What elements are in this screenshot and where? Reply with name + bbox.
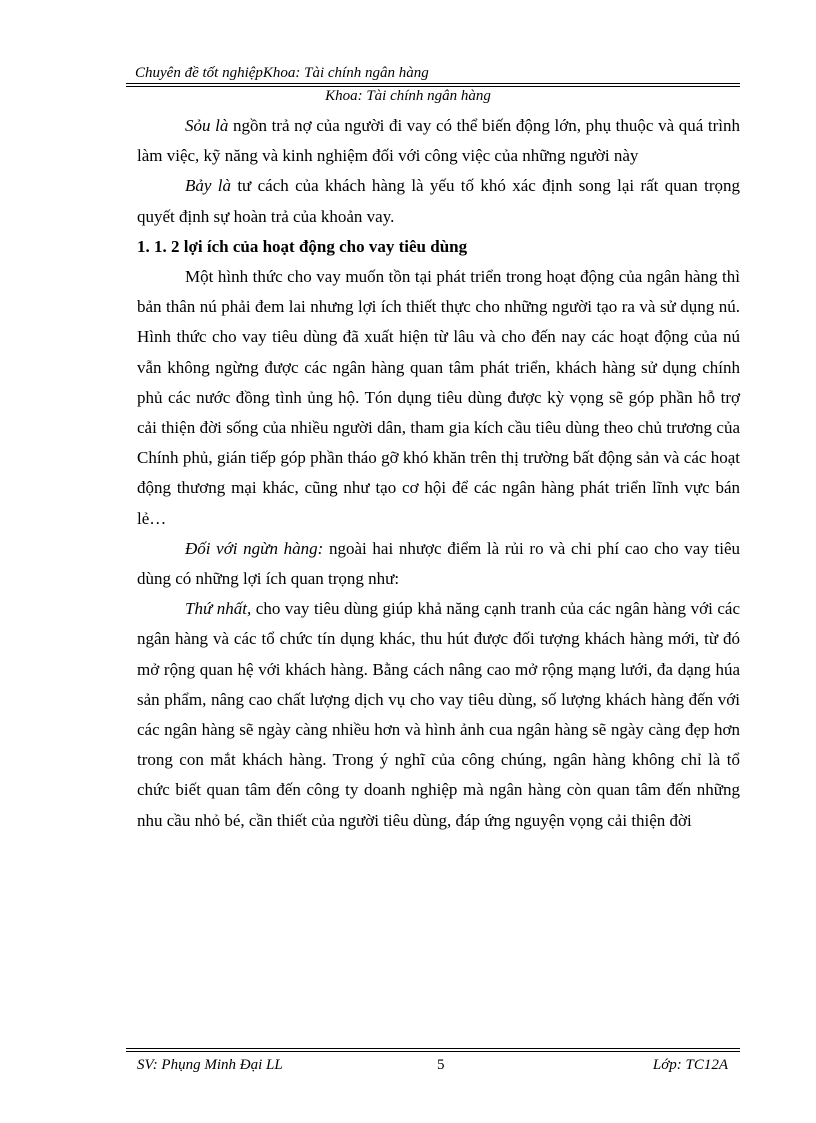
section-heading: 1. 1. 2 lợi ích của hoạt động cho vay tiêu dùng [137, 236, 468, 256]
paragraph-text: cho vay tiêu dùng giúp khả năng cạnh tranh của các ngân hàng với các ngân hàng và các tổ chức tín dụng khác, thu hút được đối tượng khách hàng mới, từ đó mở rộng quan hệ với khách hàng. Bằng cách nâng cao mở rộng mạng lưới, đa dạng húa sản phẩm, nâng cao chất lượng dịch vụ cho vay tiêu dùng, số lượng khách hàng đến với các ngân hàng sẽ ngày càng nhiều hơn và hình ảnh cua ngân hàng sẽ ngày càng đẹp hơn trong con mắt khách hàng. Trong ý nghĩ của công chúng, ngân hàng không chỉ là tổ chức biết quan tâm đến công ty doanh nghiệp mà ngân hàng còn quan tâm đến những nhu cầu nhỏ bé, cần thiết của người tiêu dùng, đáp ứng nguyện vọng cải thiện đời [137, 599, 740, 830]
paragraph-lead: Đối với ngừn hàng: [185, 538, 324, 558]
paragraph-for-banks [137, 534, 740, 594]
paragraph-lead: Thứ nhất, [185, 599, 252, 619]
header-divider-double [126, 86, 740, 87]
paragraph-text: ngoài hai nhược điểm là rủi ro và chi phí cao cho vay tiêu dùng có những lợi ích quan trọng như: [137, 538, 740, 589]
paragraph-text: tư cách của khách hàng là yếu tố khó xác định song lại rất quan trọng quyết định sự hoàn trả của khoản vay. [137, 176, 741, 226]
footer-divider [126, 1048, 740, 1049]
paragraph-consumer-loan-benefits: Một hình thức cho vay muốn tồn tại phát triển trong hoạt động của ngân hàng thì bản thân nú phải đem lai nhưng lợi ích thiết thực cho những người tạo ra và sử dụng nú. Hình thức cho vay tiêu dùng đã xuất hiện từ lâu và cho đến nay các hoạt động của nú vẫn không ngừng được các ngân hàng quan tâm phát triển, khách hàng sử dụng chính phủ các nước đồng tình ủng hộ. Tón dụng tiêu dùng được kỳ vọng sẽ góp phần hỗ trợ cải thiện đời sống của nhiều người dân, tham gia kích cầu tiêu dùng theo chủ trương của Chính phủ, gián tiếp góp phần tháo gỡ khó khăn trên thị trường bất động sản và các hoạt động thương mại khác, cũng như tạo cơ hội để các ngân hàng phát triển lĩnh vực bán lẻ… [137, 267, 740, 528]
document-body [137, 111, 740, 836]
paragraph-sau-la [137, 111, 740, 171]
paragraph-text: ngồn trả nợ của người đi vay có thể biến động lớn, phụ thuộc và quá trình làm việc, kỹ năng và kinh nghiệm đối với công việc của những người này [137, 116, 740, 166]
page-number: 5 [437, 1057, 445, 1073]
header-divider [126, 83, 740, 84]
running-header-title: Chuyên đề tốt nghiệpKhoa: Tài chính ngân hàng [135, 65, 429, 81]
page-footer [137, 1057, 740, 1077]
paragraph-bay-la [137, 171, 740, 231]
paragraph-first-benefit [137, 594, 740, 836]
footer-divider-double [126, 1051, 740, 1052]
paragraph-lead: Sỏu là [185, 116, 229, 135]
paragraph-lead: Bảy là [185, 176, 231, 196]
running-header-faculty: Khoa: Tài chính ngân hàng [325, 88, 491, 104]
footer-class: Lớp: TC12A [652, 1057, 728, 1073]
footer-student: SV: Phụng Minh Đại LL [137, 1057, 283, 1073]
